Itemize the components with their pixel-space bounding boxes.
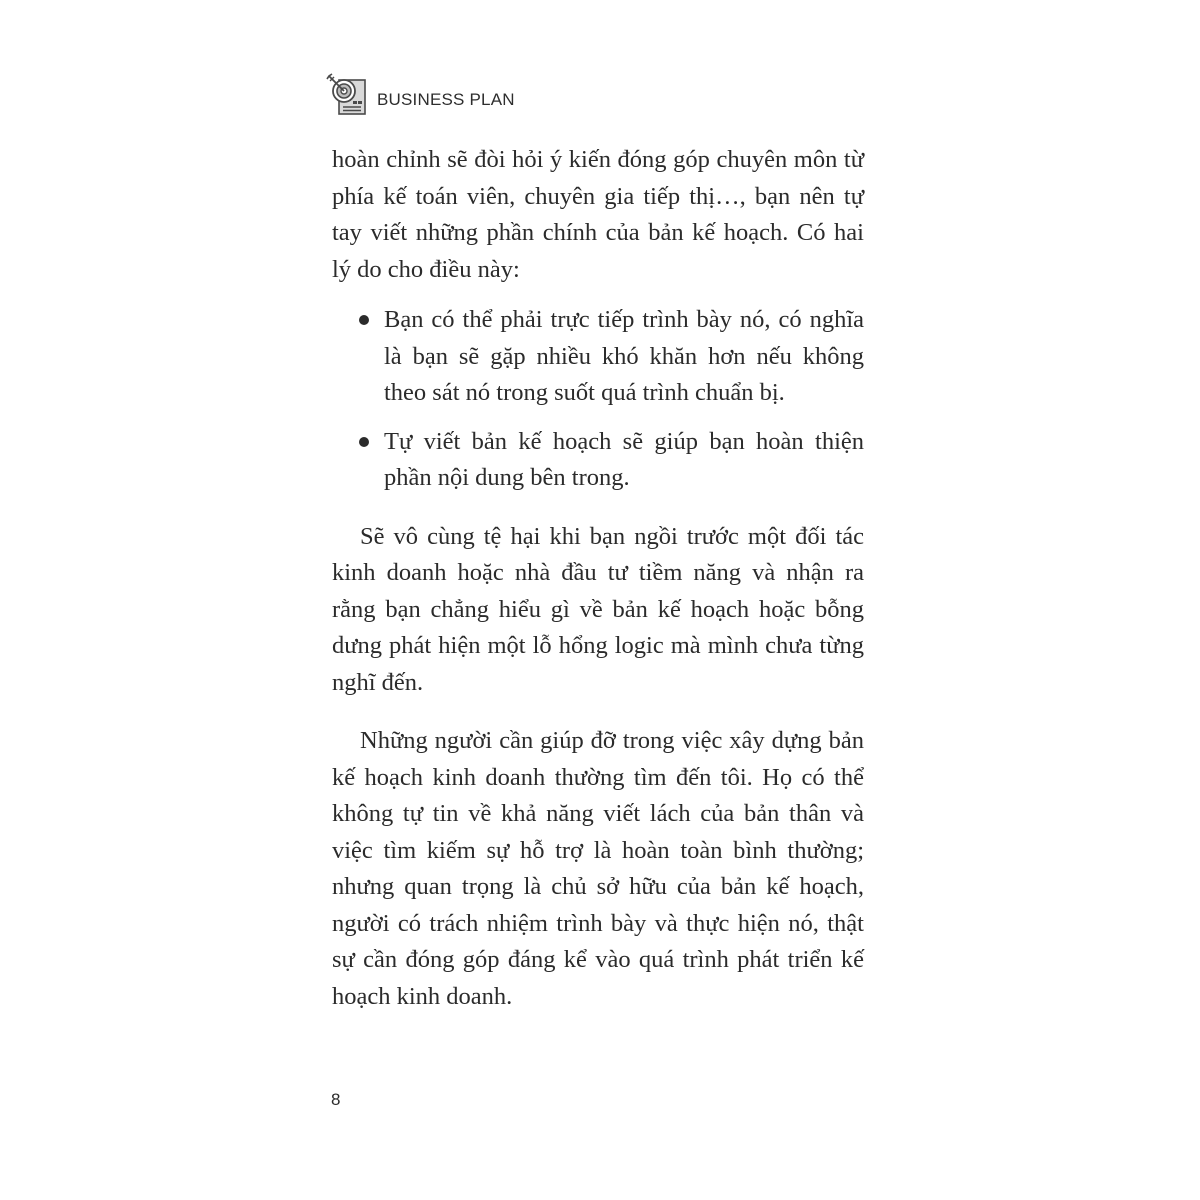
running-header <box>324 70 515 120</box>
intro-paragraph: hoàn chỉnh sẽ đòi hỏi ý kiến đóng góp chuyên môn từ phía kế toán viên, chuyên gia tiếp thị…, bạn nên tự tay viết những phần chính của bản kế hoạch. Có hai lý do cho điều này: <box>332 146 864 283</box>
page-body <box>332 142 864 1015</box>
body-paragraph: Những người cần giúp đỡ trong việc xây dựng bản kế hoạch kinh doanh thường tìm đến tôi. Họ có thể không tự tin về khả năng viết lách của bản thân và việc tìm kiếm sự hỗ trợ là hoàn toàn bình thường; nhưng quan trọng là chủ sở hữu của bản kế hoạch, người có trách nhiệm trình bày và thực hiện nó, thật sự cần đóng góp đáng kể vào quá trình phát triển kế hoạch kinh doanh. <box>332 727 864 1010</box>
bullet-text: Tự viết bản kế hoạch sẽ giúp bạn hoàn thiện phần nội dung bên trong. <box>384 427 864 491</box>
bullet-text: Bạn có thể phải trực tiếp trình bày nó, có nghĩa là bạn sẽ gặp nhiều khó khăn hơn nếu không theo sát nó trong suốt quá trình chuẩn bị. <box>384 306 864 406</box>
bullet-item <box>332 302 864 412</box>
page-number: 8 <box>331 1090 341 1109</box>
bullet-item <box>332 424 864 497</box>
running-header-title: BUSINESS PLAN <box>377 90 515 109</box>
bullet-dot-icon <box>359 315 369 325</box>
bullet-dot-icon <box>359 437 369 447</box>
bullet-list <box>332 302 864 497</box>
body-paragraph: Sẽ vô cùng tệ hại khi bạn ngồi trước một đối tác kinh doanh hoặc nhà đầu tư tiềm năng và nhận ra rằng bạn chẳng hiểu gì về bản kế hoạch hoặc bỗng dưng phát hiện một lỗ hổng logic mà mình chưa từng nghĩ đến. <box>332 522 864 696</box>
target-document-icon <box>324 71 372 119</box>
